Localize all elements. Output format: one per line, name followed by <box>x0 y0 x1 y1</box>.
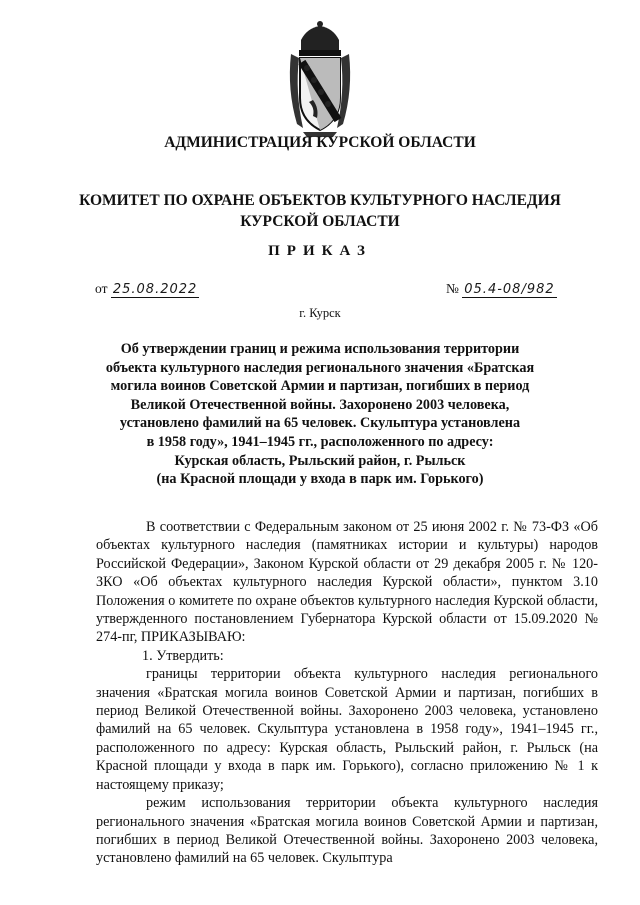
administration-heading: АДМИНИСТРАЦИЯ КУРСКОЙ ОБЛАСТИ <box>164 134 476 151</box>
item-1-regime: режим использования территории объекта культурного наследия регионального значения «Братская могила воинов Советской Армии и партизан, погибших в период Великой Отечественной войны. Захоронено 2003 человека, установлено фамилий на 65 человек. Скульптура <box>96 795 598 867</box>
order-body <box>96 518 598 868</box>
title-line: установлено фамилий на 65 человек. Скульптура установлена <box>119 415 521 432</box>
committee-line-1: КОМИТЕТ ПО ОХРАНЕ ОБЪЕКТОВ КУЛЬТУРНОГО НАСЛЕДИЯ <box>79 192 561 209</box>
city: г. Курск <box>299 306 341 320</box>
item-1: 1. Утвердить: <box>142 647 224 664</box>
title-line: Великой Отечественной войны. Захоронено 2003 человека, <box>130 396 510 413</box>
order-title <box>60 340 580 489</box>
number-value: 05.4-08/982 <box>464 282 555 297</box>
item-1-boundaries: границы территории объекта культурного наследия регионального значения «Братская могила воинов Советской Армии и партизан, погибших в период Великой Отечественной войны. Захоронено 2003 человека, установлено фамилий на 65 человек. Скульптура установлена в 1958 году», 1941–1945 гг., расположенного по адресу: Курская область, Рыльский район, г. Рыльск (на Красной площади у входа в парк им. Горького), согласно приложению № 1 к настоящему приказу; <box>96 666 598 793</box>
committee-line-2: КУРСКОЙ ОБЛАСТИ <box>240 213 400 230</box>
order-date <box>95 281 199 297</box>
title-line: Об утверждении границ и режима использования территории <box>120 341 520 357</box>
title-line: в 1958 году», 1941–1945 гг., расположенного по адресу: <box>146 433 494 450</box>
title-line: объекта культурного наследия регионального значения «Братская <box>105 359 535 376</box>
date-value: 25.08.2022 <box>112 282 198 297</box>
document-type: ПРИКАЗ <box>268 243 372 259</box>
committee-heading <box>60 190 580 232</box>
title-line: Курская область, Рыльский район, г. Рыльск <box>174 452 466 469</box>
number-prefix: № <box>446 281 459 296</box>
preamble-paragraph: В соответствии с Федеральным законом от 25 июня 2002 г. № 73-ФЗ «Об объектах культурного наследия (памятниках истории и культуры) народов Российской Федерации», Законом Курской области от 29 декабря 2005 г. № 120-ЗКО «Об объектах культурного наследия Курской области», пунктом 3.10 Положения о комитете по охране объектов культурного наследия Курской области, утвержденного постановлением Губернатора Курской области от 15.09.2020 № 274-пг, ПРИКАЗЫВАЮ: <box>96 519 598 646</box>
order-number <box>446 281 557 297</box>
title-line: могила воинов Советской Армии и партизан, погибших в период <box>110 378 530 395</box>
title-line: (на Красной площади у входа в парк им. Горького) <box>156 471 484 488</box>
coat-of-arms-icon <box>287 20 353 138</box>
date-prefix: от <box>95 281 108 296</box>
